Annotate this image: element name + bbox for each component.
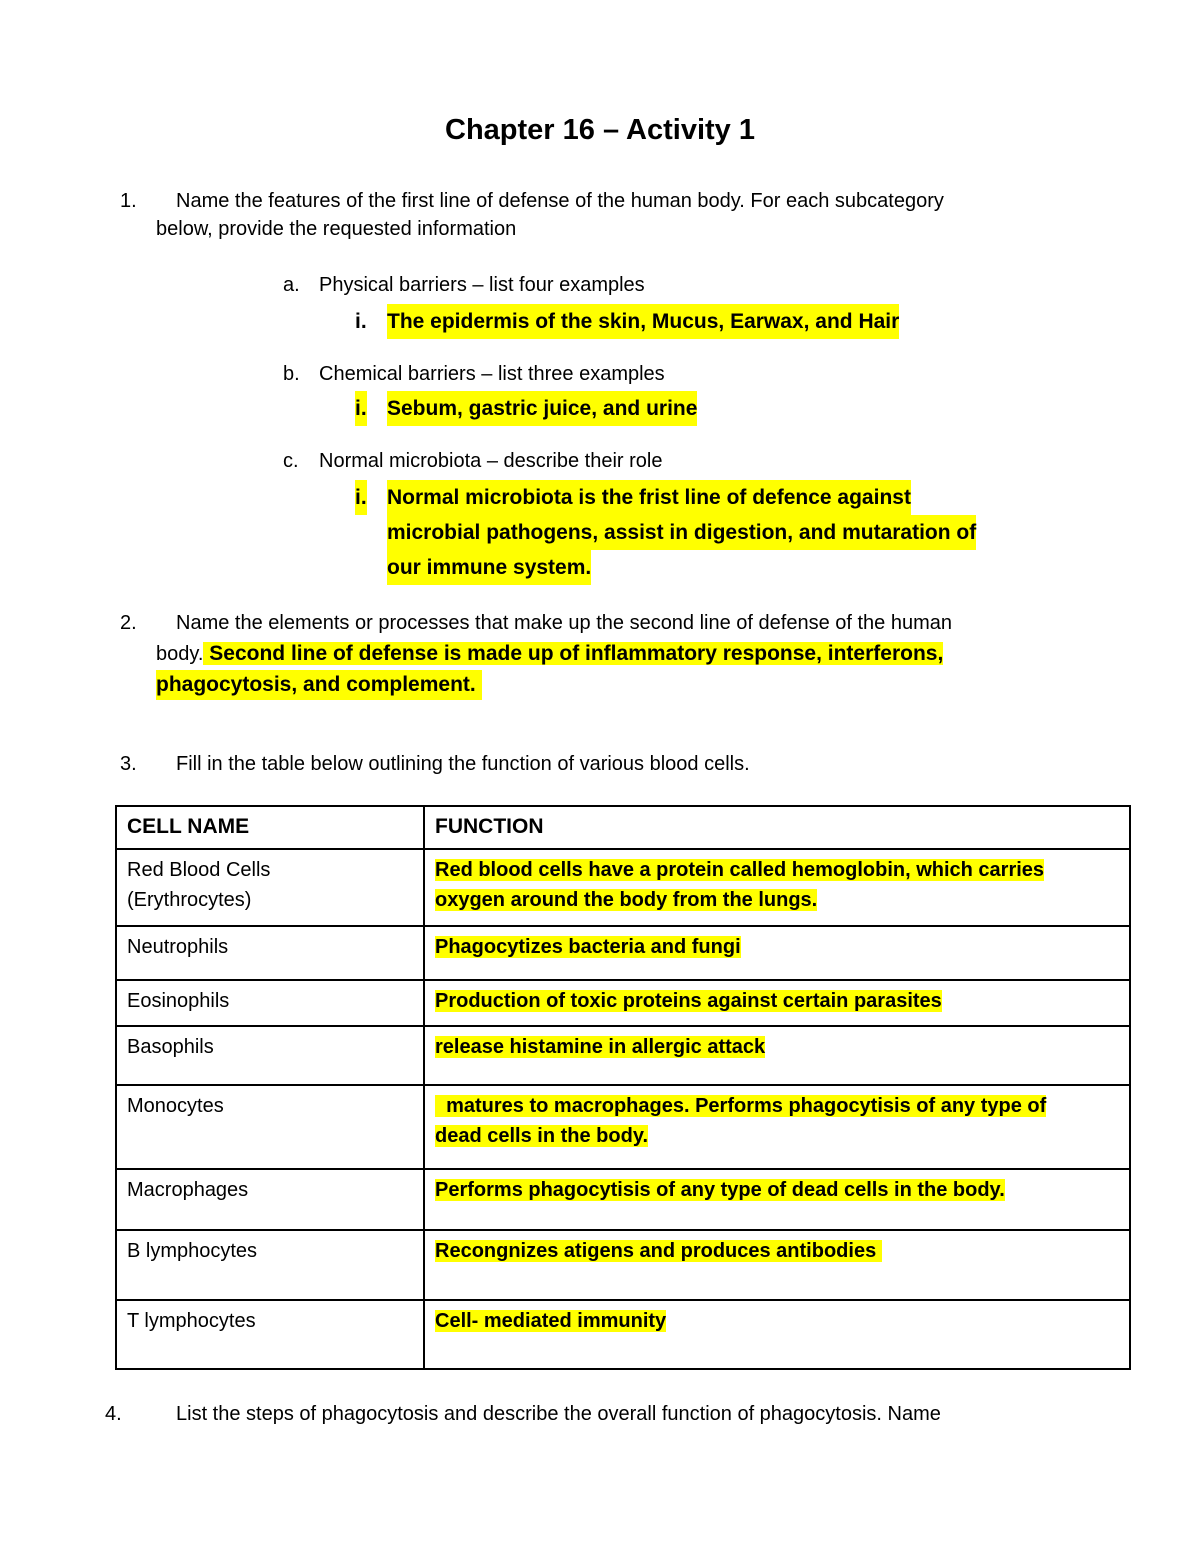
subitem-c-label: c. [283,450,299,472]
header-cell-name: CELL NAME [116,806,424,849]
cell-name: Eosinophils [116,980,424,1026]
question-1-number: 1. [120,190,137,212]
function-line-1: matures to macrophages. Performs phagocytisis of any type of [435,1095,1047,1117]
answer-b-number: i. [355,391,367,426]
subitem-b-text: Chemical barriers – list three examples [319,363,665,385]
function-line-1: Cell- mediated immunity [435,1310,667,1332]
function-line-1: Phagocytizes bacteria and fungi [435,936,741,958]
question-1 [120,186,1080,246]
cell-function [424,1169,1130,1230]
function-line-2: oxygen around the body from the lungs. [435,889,818,911]
cell-name-line-1: Red Blood Cells [127,859,271,881]
answer-c-line-3: our immune system. [387,550,591,585]
question-4-number: 4. [105,1403,122,1425]
table-row [116,926,1130,980]
cell-name: T lymphocytes [116,1300,424,1369]
answer-a-text: The epidermis of the skin, Mucus, Earwax, and Hair [387,304,899,339]
table-row [116,1085,1130,1169]
cell-name [116,849,424,926]
question-1-line-1: Name the features of the first line of defense of the human body. For each subcategory [176,190,944,212]
question-1-line-2: below, provide the requested information [156,218,517,240]
subitem-c-text: Normal microbiota – describe their role [319,450,663,472]
question-3-number: 3. [120,753,137,775]
table-row [116,1026,1130,1085]
cell-name: Monocytes [116,1085,424,1169]
table-header-row [116,806,1130,849]
question-3 [120,749,1080,779]
cell-name: Neutrophils [116,926,424,980]
function-line-2: dead cells in the body. [435,1125,649,1147]
cell-function [424,1300,1130,1369]
cell-function [424,1230,1130,1300]
subitem-b-label: b. [283,363,300,385]
table-row [116,1300,1130,1369]
question-2-answer-line-2: phagocytosis, and complement. [156,670,482,700]
subitem-a-label: a. [283,274,300,296]
question-2-number: 2. [120,612,137,634]
function-line-1: Performs phagocytisis of any type of dead cells in the body. [435,1179,1005,1201]
table-row [116,1169,1130,1230]
question-2-line-1: Name the elements or processes that make up the second line of defense of the human [176,612,953,634]
question-2 [120,608,1080,703]
page-title: Chapter 16 – Activity 1 [445,114,755,146]
answer-c-number: i. [355,480,367,515]
answer-a-number: i. [355,310,367,333]
cell-function [424,1026,1130,1085]
answer-c-line-1: Normal microbiota is the frist line of defence against [387,480,911,515]
cell-function [424,980,1130,1026]
question-2-body-text: body. [156,643,204,665]
header-function: FUNCTION [424,806,1130,849]
question-4 [105,1399,1105,1429]
table-row [116,1230,1130,1300]
table-row [116,980,1130,1026]
question-4-text: List the steps of phagocytosis and describe the overall function of phagocytosis. Name [176,1403,941,1425]
cell-name: B lymphocytes [116,1230,424,1300]
cell-name: Basophils [116,1026,424,1085]
cell-name: Macrophages [116,1169,424,1230]
table-row [116,849,1130,926]
function-line-1: release histamine in allergic attack [435,1036,766,1058]
function-line-1: Production of toxic proteins against certain parasites [435,990,942,1012]
question-2-line-2 [156,639,943,669]
answer-b-text: Sebum, gastric juice, and urine [387,391,697,426]
blood-cells-table [115,805,1131,1370]
cell-function [424,849,1130,926]
cell-function [424,1085,1130,1169]
function-line-1: Recongnizes atigens and produces antibodies [435,1240,882,1262]
subitem-a-text: Physical barriers – list four examples [319,274,645,296]
cell-function [424,926,1130,980]
question-2-answer-line-1: Second line of defense is made up of inflammatory response, interferons, [203,642,944,665]
answer-c-line-2: microbial pathogens, assist in digestion, and mutaration of [387,515,976,550]
question-3-text: Fill in the table below outlining the function of various blood cells. [176,753,750,775]
function-line-1: Red blood cells have a protein called hemoglobin, which carries [435,859,1045,881]
cell-name-line-2: (Erythrocytes) [127,889,252,911]
